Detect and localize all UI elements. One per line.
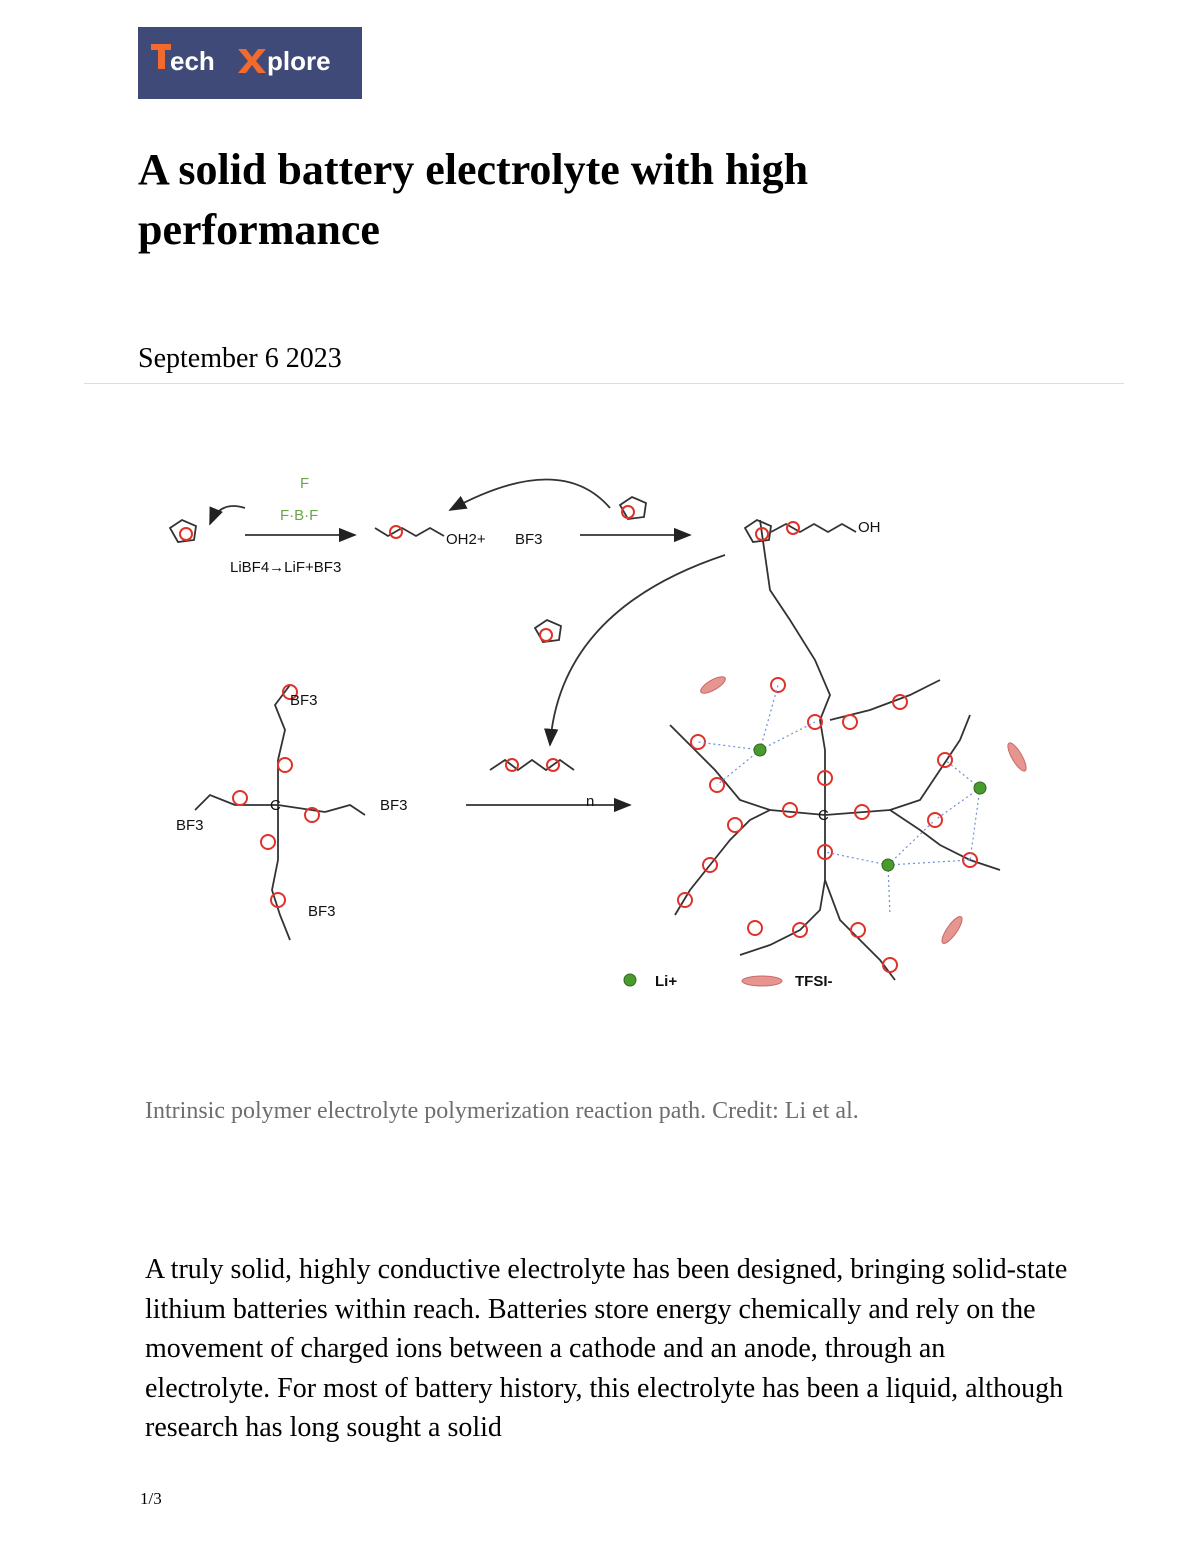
label-f: F <box>300 475 310 492</box>
techxplore-logo[interactable] <box>138 27 362 99</box>
label-product: OH <box>858 519 881 536</box>
label-reaction-note: LiBF4→LiF+BF3 <box>230 559 342 576</box>
legend-tfsi: TFSI- <box>795 973 833 990</box>
label-bf3-bottom: BF3 <box>308 903 336 920</box>
article-body: A truly solid, highly conductive electrolyte has been designed, bringing solid-state lithium batteries within reach. Batteries store energy chemically and rely on the movement of charged ions between a cathode and an anode, through an electrolyte. For most of battery history, this electrolyte has been a liquid, although research has long sought a solid <box>145 1254 1068 1443</box>
label-bf3-left: BF3 <box>176 817 204 834</box>
label-intermediate: OH2+ <box>446 531 486 548</box>
divider <box>84 383 1124 384</box>
label-core-c-network: C <box>818 807 829 824</box>
label-catalyst: BF3 <box>515 531 543 548</box>
label-bf3-top: BF3 <box>290 692 318 709</box>
article-title: A solid battery electrolyte with high performance <box>138 145 809 254</box>
logo-mark <box>138 27 362 99</box>
label-fbf: F·B·F <box>280 507 319 524</box>
logo-text-ech: ech <box>170 46 215 76</box>
label-bf3-right: BF3 <box>380 797 408 814</box>
figure-caption: Intrinsic polymer electrolyte polymerization reaction path. Credit: Li et al. <box>145 1098 859 1124</box>
legend-li: Li+ <box>655 973 678 990</box>
page-number: 1/3 <box>140 1489 162 1508</box>
logo-text-plore: plore <box>267 46 331 76</box>
article-date: September 6 2023 <box>138 343 342 374</box>
label-repeat-n: n <box>586 793 595 810</box>
reaction-figure <box>150 460 1050 1030</box>
label-core-c: C <box>270 797 281 814</box>
